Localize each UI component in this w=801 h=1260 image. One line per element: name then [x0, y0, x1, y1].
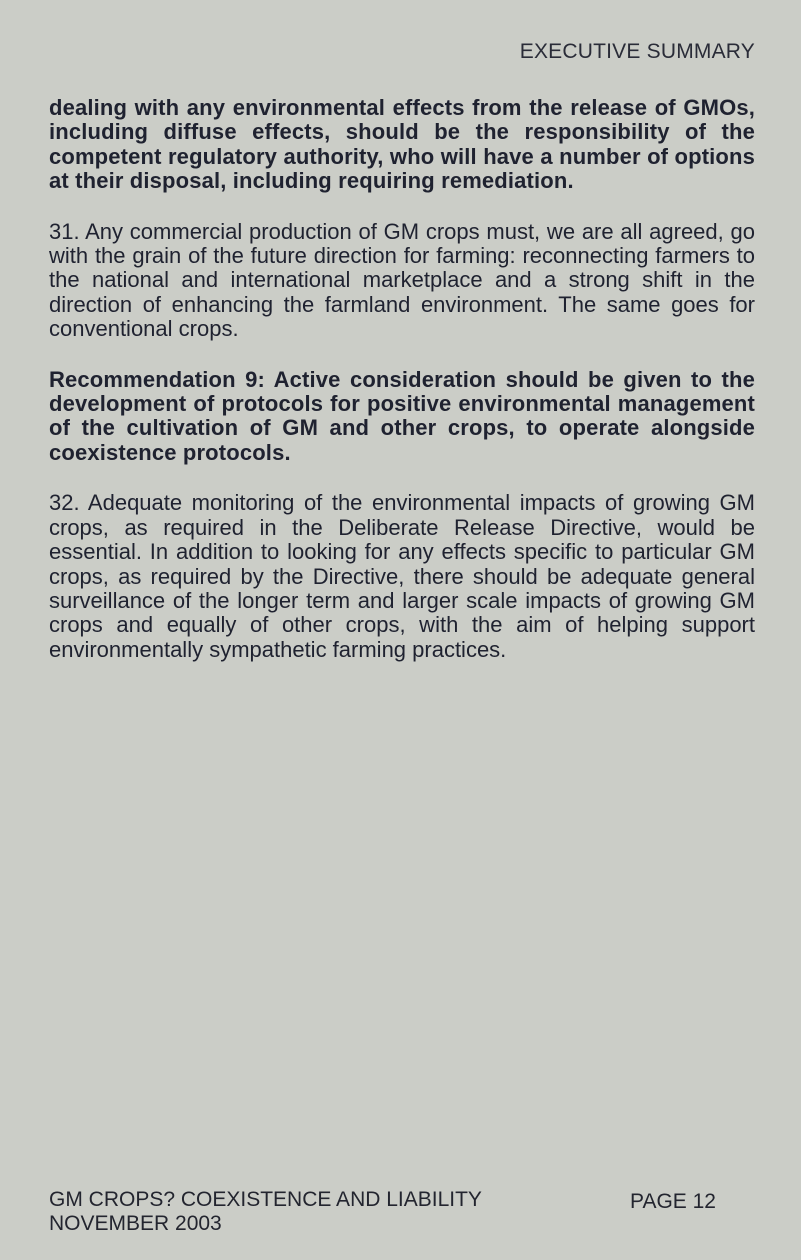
paragraph-31: 31. Any commercial production of GM crops must, we are all agreed, go with the grain of the future direction for farming: reconnecting farmers to the national and international marketplace and a strong shift in the direction of enhancing the farmland environment. The same goes for conventional crops.	[49, 218, 755, 342]
footer-left	[49, 1188, 482, 1236]
body-text	[49, 96, 755, 688]
paragraph-32: 32. Adequate monitoring of the environmental impacts of growing GM crops, as required in the Deliberate Release Directive, would be essential. In addition to looking for any effects specific to particular GM crops, as required by the Directive, there should be adequate general surveillance of the longer term and larger scale impacts of growing GM crops and equally of other crops, with the aim of helping support environmentally sympathetic farming practices.	[49, 490, 755, 662]
paragraph-continuation: dealing with any environmental effects from the release of GMOs, including diffuse effects, should be the responsibility of the competent regulatory authority, who will have a number of options at their disposal, including requiring remediation.	[49, 95, 755, 194]
footer-date: NOVEMBER 2003	[49, 1212, 222, 1235]
footer-report-title: GM CROPS? COEXISTENCE AND LIABILITY	[49, 1188, 482, 1211]
recommendation-9: Recommendation 9: Active consideration should be given to the development of protocols for positive environmental management of the cultivation of GM and other crops, to operate alongside coexistence protocols.	[49, 366, 755, 465]
running-header: EXECUTIVE SUMMARY	[519, 40, 755, 63]
page-number: PAGE 12	[630, 1190, 716, 1213]
